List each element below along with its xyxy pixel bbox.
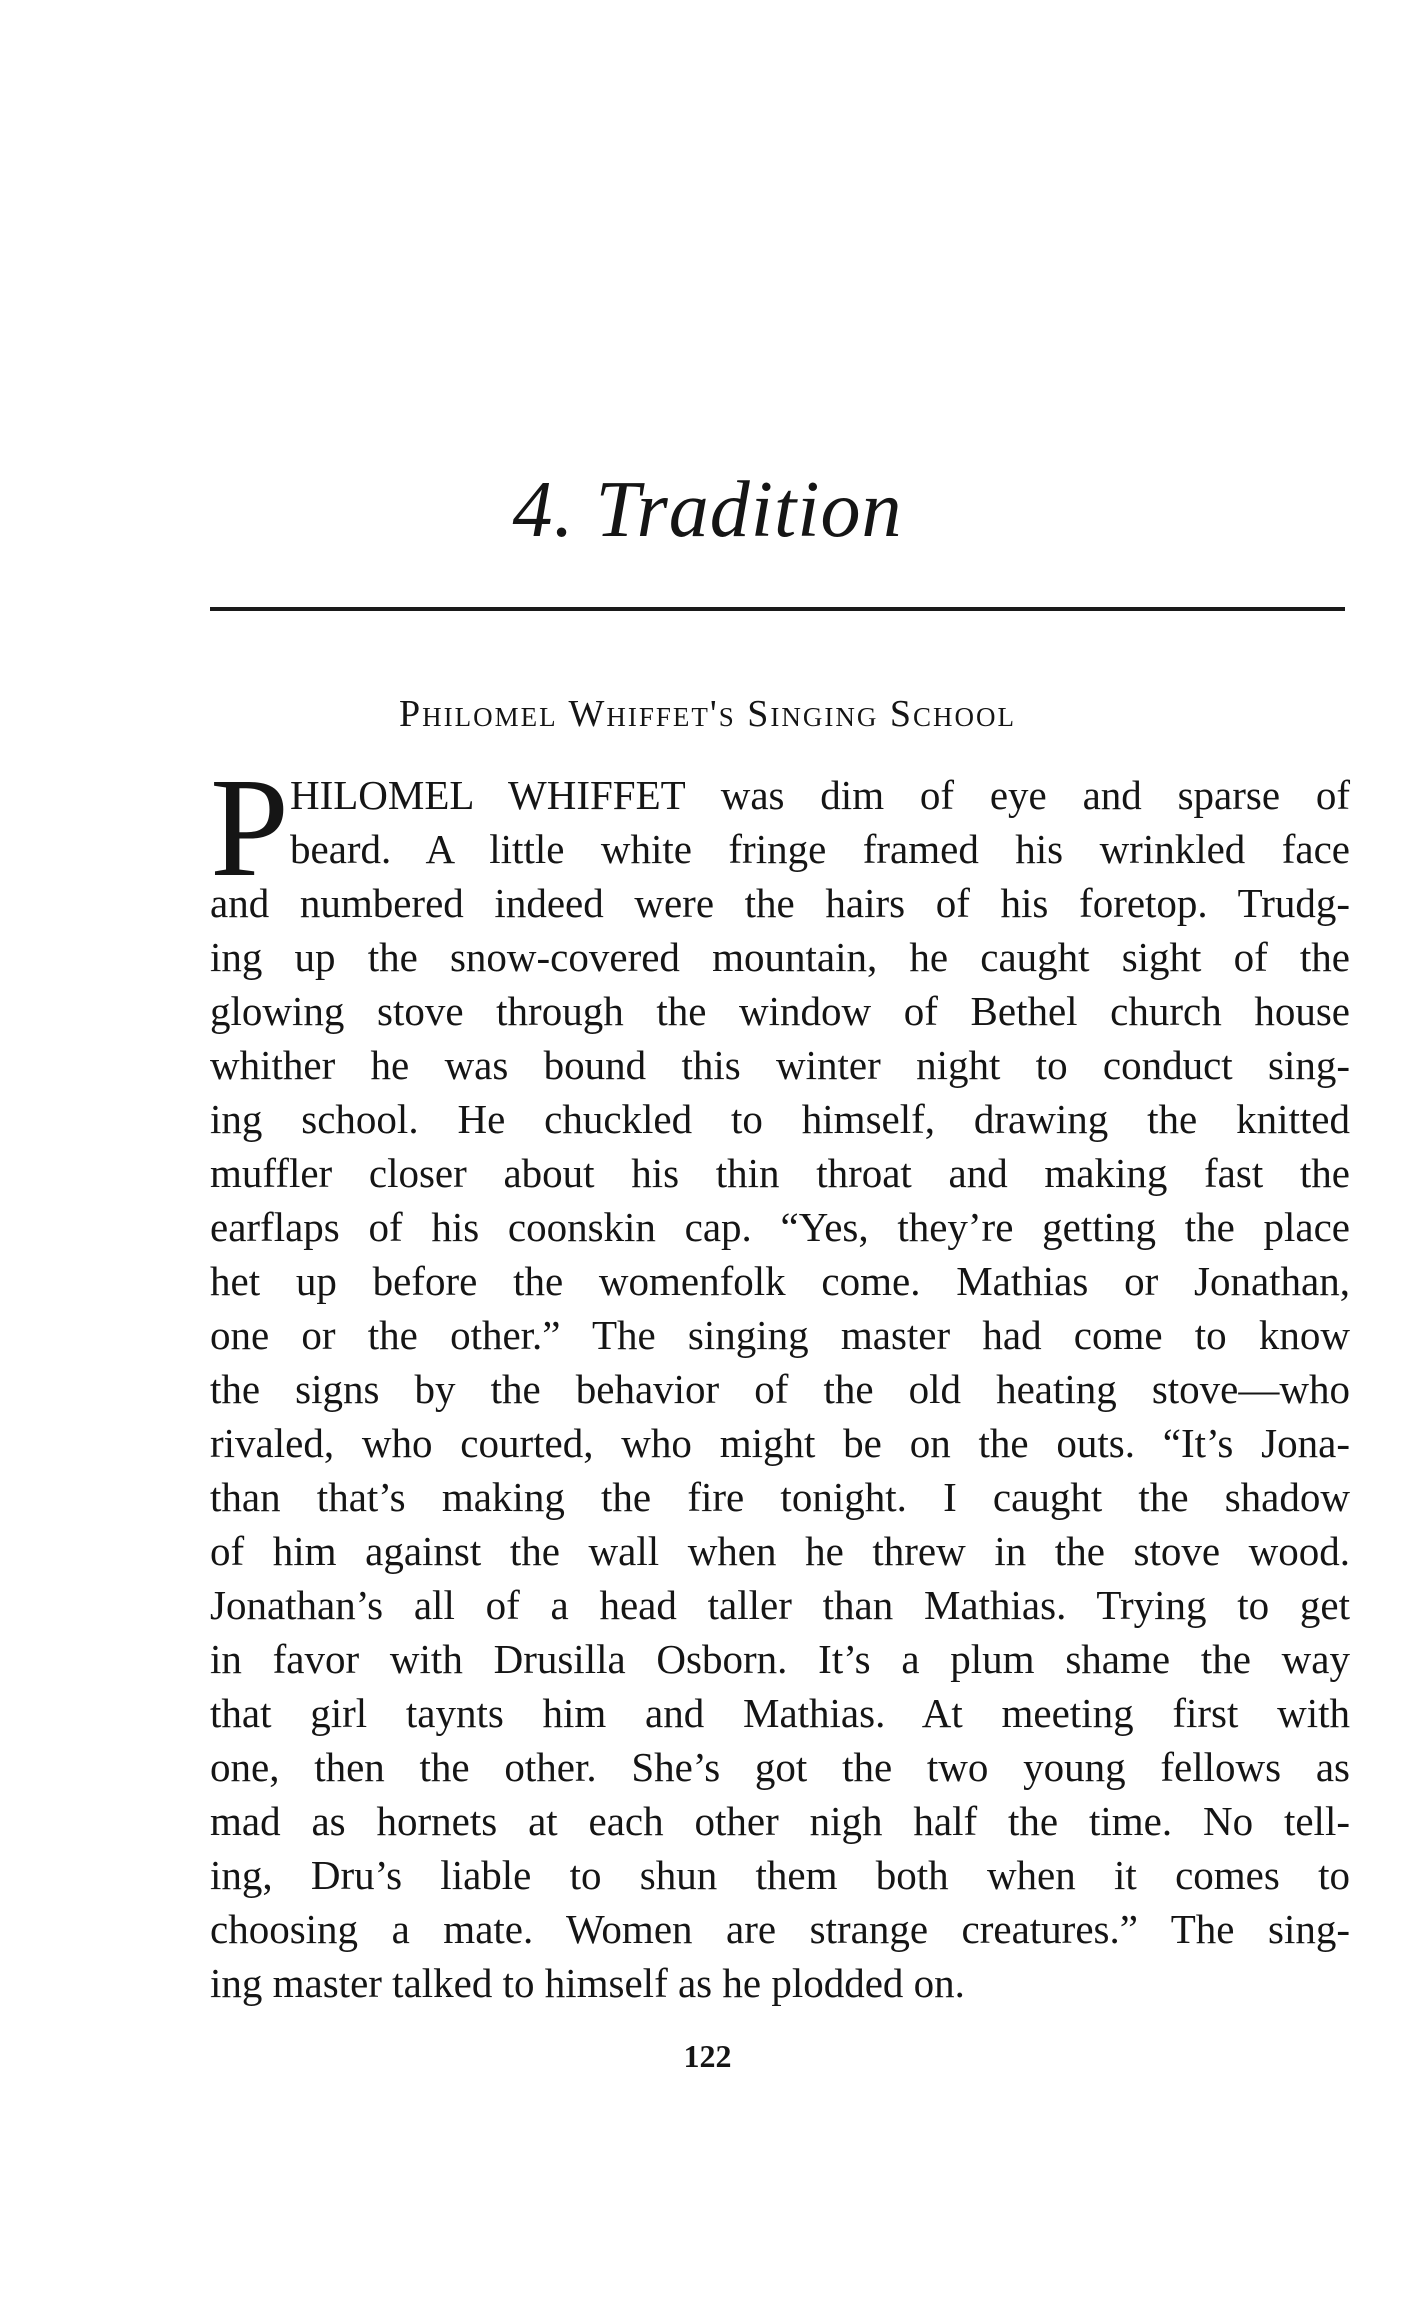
text-line: of him against the wall when he threw in the stove wood. [210, 1528, 1350, 1574]
text-line: ing, Dru’s liable to shun them both when it comes to [210, 1852, 1350, 1898]
text-line: than that’s making the fire tonight. I caught the shadow [210, 1474, 1350, 1520]
chapter-title: 4. Tradition [512, 466, 903, 554]
text-line: HILOMEL WHIFFET was dim of eye and sparse of [290, 772, 1350, 818]
text-line: and numbered indeed were the hairs of his foretop. Trudg- [210, 880, 1350, 926]
text-line: ing master talked to himself as he plodded on. [210, 1960, 965, 2006]
page-number: 122 [683, 2038, 732, 2074]
drop-cap: P [210, 748, 289, 906]
section-title: Philomel Whiffet's Singing School [399, 693, 1016, 735]
title-rule [210, 607, 1345, 611]
text-line: mad as hornets at each other nigh half the time. No tell- [210, 1798, 1350, 1844]
text-line: choosing a mate. Women are strange creatures.” The sing- [210, 1906, 1350, 1952]
text-line: beard. A little white fringe framed his wrinkled face [290, 826, 1350, 872]
text-line: earflaps of his coonskin cap. “Yes, they’re getting the place [210, 1204, 1350, 1250]
text-line: het up before the womenfolk come. Mathias or Jonathan, [210, 1258, 1350, 1304]
text-line: whither he was bound this winter night to conduct sing- [210, 1042, 1350, 1088]
text-line: the signs by the behavior of the old heating stove—who [210, 1366, 1350, 1412]
text-line: glowing stove through the window of Bethel church house [210, 988, 1350, 1034]
text-line: rivaled, who courted, who might be on the outs. “It’s Jona- [210, 1420, 1350, 1466]
text-line: that girl taynts him and Mathias. At meeting first with [210, 1690, 1350, 1736]
text-line: in favor with Drusilla Osborn. It’s a plum shame the way [210, 1636, 1350, 1682]
text-line: one or the other.” The singing master had come to know [210, 1312, 1350, 1358]
story-body [210, 748, 1350, 2010]
text-line: ing up the snow-covered mountain, he caught sight of the [210, 934, 1350, 980]
text-line: Jonathan’s all of a head taller than Mathias. Trying to get [210, 1582, 1350, 1628]
text-line: muffler closer about his thin throat and making fast the [210, 1150, 1350, 1196]
text-line: one, then the other. She’s got the two young fellows as [210, 1744, 1350, 1790]
text-line: ing school. He chuckled to himself, drawing the knitted [210, 1096, 1350, 1142]
